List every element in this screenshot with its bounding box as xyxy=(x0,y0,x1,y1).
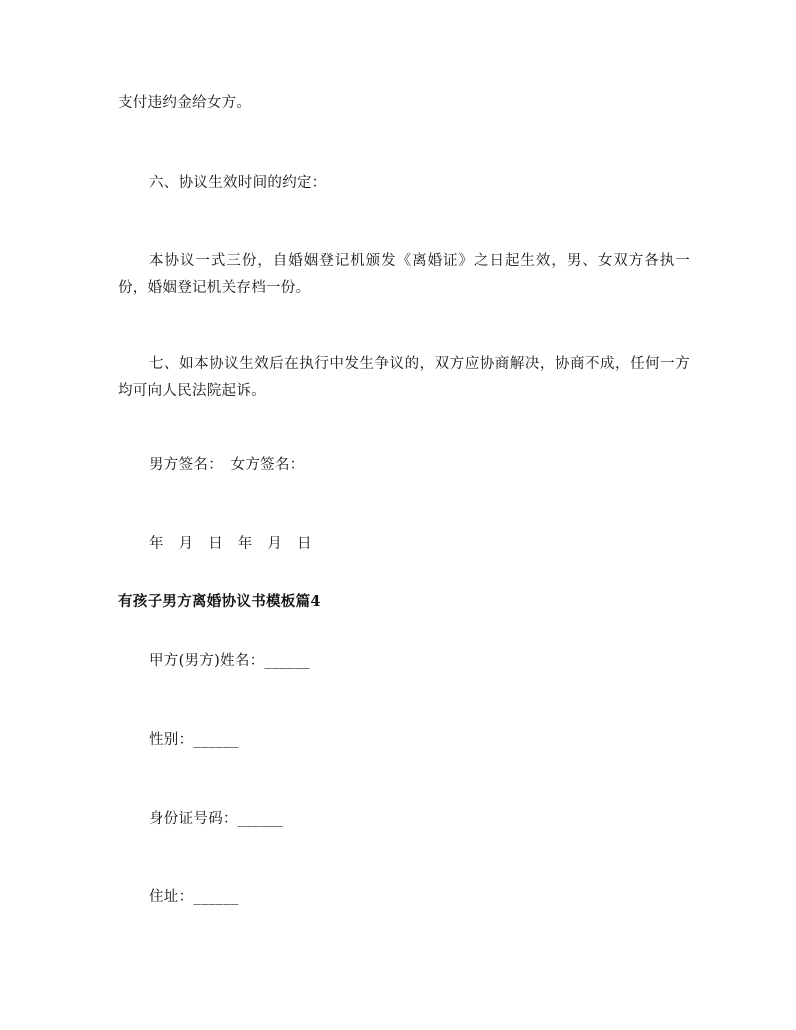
gender-field: 性别：______ xyxy=(149,732,239,748)
clause-six-title: 六、协议生效时间的约定： xyxy=(149,175,327,191)
party-a-name-field: 甲方(男方)姓名：______ xyxy=(149,653,310,669)
clause-seven-body: 七、如本协议生效后在执行中发生争议的，双方应协商解决，协商不成，任何一方均可向人民法院起诉。 xyxy=(118,356,690,399)
clause-six-body: 本协议一式三份，自婚姻登记机颁发《离婚证》之日起生效，男、女双方各执一份，婚姻登记机关存档一份。 xyxy=(118,253,690,296)
penalty-clause-tail: 支付违约金给女方。 xyxy=(118,95,252,111)
signature-line: 男方签名： 女方签名： xyxy=(149,457,305,473)
date-line: 年 月 日 年 月 日 xyxy=(149,536,312,552)
id-number-field: 身份证号码：______ xyxy=(149,811,284,827)
address-field: 住址：______ xyxy=(149,889,239,905)
section-heading: 有孩子男方离婚协议书模板篇4 xyxy=(118,593,321,610)
